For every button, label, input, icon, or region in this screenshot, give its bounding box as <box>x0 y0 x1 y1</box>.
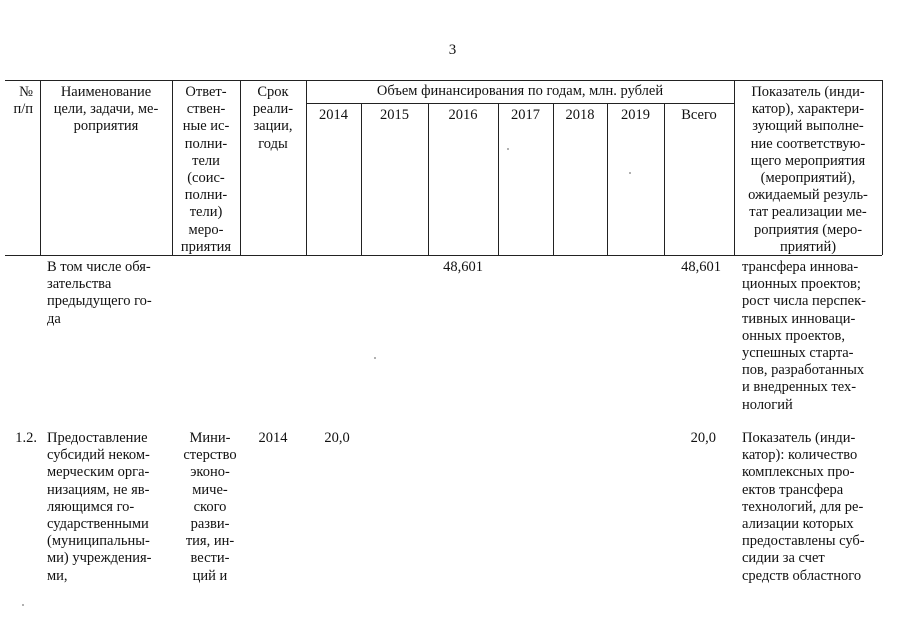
scan-speck <box>374 357 376 359</box>
header-num: № п/п <box>13 84 33 118</box>
financing-subheader-line <box>306 103 734 104</box>
row1-indicator: трансфера иннова- ционных проектов; рост числа перспек- тивных инноваци- онных проектов, успешных стартa- пов, разработанных и внедренных тех- нологий <box>742 259 866 413</box>
header-year-2014: 2014 <box>319 107 348 123</box>
row1-2016-value: 48,601 <box>443 259 483 275</box>
page-number: 3 <box>448 42 457 58</box>
header-total: Всего <box>681 107 717 123</box>
row2-responsible: Мини- стерство эконо- миче- ского разви- тия, ин- вести- ций и <box>183 430 237 584</box>
table-top-border <box>5 80 882 81</box>
header-indicator: Показатель (инди- катор), характери- зующий выполне- ние соответствую- щего мероприятия (мероприятий), ожидаемый резуль- тат реализации ме- роприятия (меро- приятий) <box>748 84 868 255</box>
header-term: Срок реали- зации, годы <box>252 84 294 152</box>
header-year-2019: 2019 <box>621 107 650 123</box>
row1-total-value: 48,601 <box>681 259 721 275</box>
header-financing: Объем финансирования по годам, млн. рублей <box>376 83 664 99</box>
col-divider-9 <box>607 103 608 255</box>
scan-speck <box>507 148 509 150</box>
scan-speck <box>22 604 24 606</box>
row2-2014-value: 20,0 <box>324 430 350 446</box>
header-name: Наименование цели, задачи, ме- роприятия <box>53 84 159 135</box>
col-divider-10 <box>664 103 665 255</box>
col-divider-8 <box>553 103 554 255</box>
col-divider-6 <box>428 103 429 255</box>
header-year-2015: 2015 <box>380 107 409 123</box>
header-year-2016: 2016 <box>448 107 478 123</box>
table-right-border <box>882 80 883 255</box>
header-year-2017: 2017 <box>511 107 540 123</box>
col-divider-5 <box>361 103 362 255</box>
row2-number: 1.2. <box>15 430 37 446</box>
row2-indicator: Показатель (инди- катор): количество комплексных про- ектов трансфера технологий, для ре- ализации которых предоставлены суб- сидии за счет средств областного <box>742 430 865 584</box>
row2-name: Предоставление субсидий неком- мерческим орга- низациям, не яв- ляющимся го- сударственными (муниципальны- ми) учреждения- ми, <box>47 430 152 584</box>
row2-term: 2014 <box>258 430 288 446</box>
scan-speck <box>629 172 631 174</box>
row2-total-value: 20,0 <box>690 430 716 446</box>
row1-name: В том числе обя- зательства предыдущего го- да <box>47 259 152 327</box>
header-year-2018: 2018 <box>565 107 595 123</box>
col-divider-7 <box>498 103 499 255</box>
header-responsible: Ответ- ствен- ные ис- полни- тели (соис- полни- тели) меро- приятия <box>180 84 232 255</box>
